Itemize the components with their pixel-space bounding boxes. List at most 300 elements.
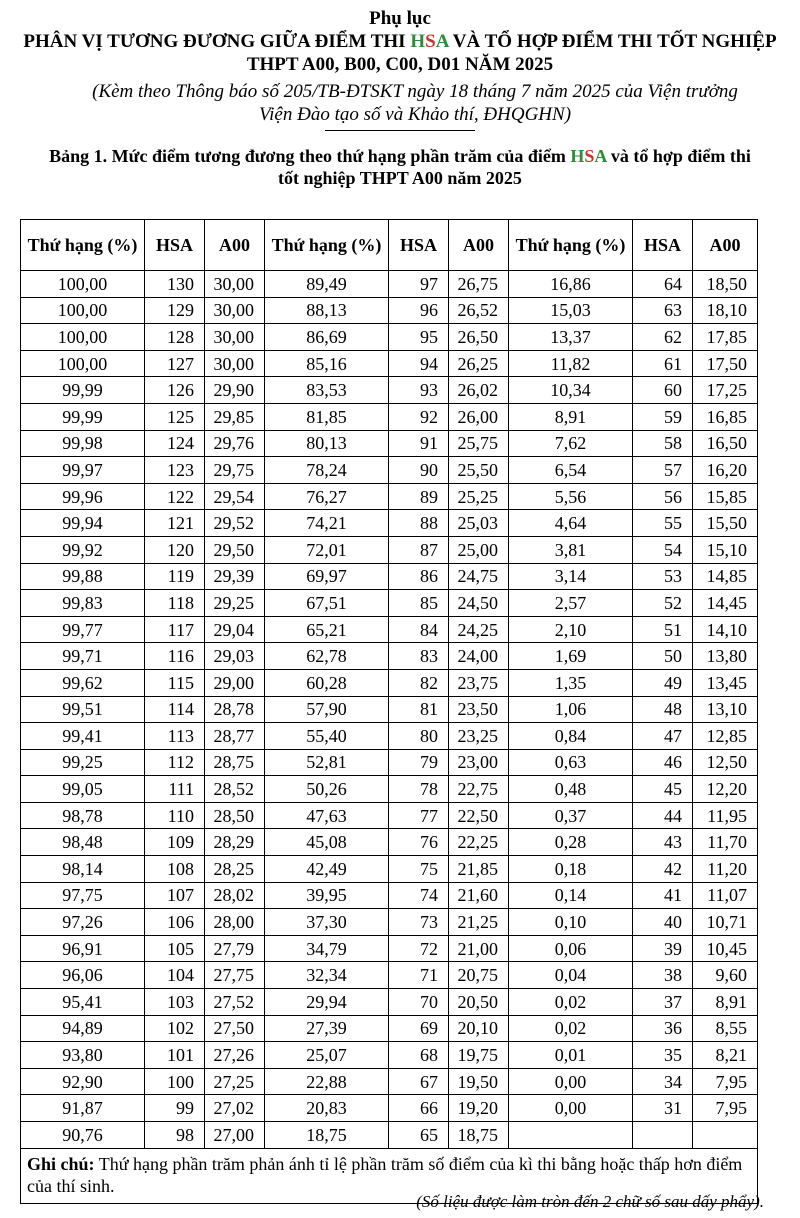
cell-a00: 11,70 bbox=[693, 829, 758, 856]
cell-a00: 20,50 bbox=[449, 989, 509, 1016]
cell-hsa: 78 bbox=[389, 776, 449, 803]
table-title bbox=[40, 145, 760, 189]
cell-hsa: 99 bbox=[145, 1095, 205, 1122]
table-row bbox=[21, 430, 758, 457]
cell-hsa: 113 bbox=[145, 723, 205, 750]
cell-a00: 25,25 bbox=[449, 483, 509, 510]
cell-a00: 13,10 bbox=[693, 696, 758, 723]
cell-hsa: 123 bbox=[145, 457, 205, 484]
cell-hsa: 62 bbox=[633, 324, 693, 351]
cell-rank: 0,06 bbox=[509, 935, 633, 962]
cell-rank: 45,08 bbox=[265, 829, 389, 856]
cell-hsa: 112 bbox=[145, 749, 205, 776]
cell-a00: 16,20 bbox=[693, 457, 758, 484]
cell-rank: 20,83 bbox=[265, 1095, 389, 1122]
cell-hsa: 84 bbox=[389, 616, 449, 643]
cell-a00: 18,75 bbox=[449, 1122, 509, 1149]
cell-rank: 3,81 bbox=[509, 536, 633, 563]
cell-rank: 80,13 bbox=[265, 430, 389, 457]
cell-a00: 11,20 bbox=[693, 856, 758, 883]
cell-a00: 25,75 bbox=[449, 430, 509, 457]
cell-a00: 23,75 bbox=[449, 669, 509, 696]
cell-hsa: 37 bbox=[633, 989, 693, 1016]
cell-a00: 24,00 bbox=[449, 643, 509, 670]
cell-rank: 18,75 bbox=[265, 1122, 389, 1149]
cell-a00: 25,50 bbox=[449, 457, 509, 484]
cell-hsa: 75 bbox=[389, 856, 449, 883]
cell-rank: 8,91 bbox=[509, 403, 633, 430]
col-header-a00: A00 bbox=[449, 220, 509, 271]
cell-a00: 30,00 bbox=[205, 271, 265, 298]
cell-a00: 29,54 bbox=[205, 483, 265, 510]
cell-hsa: 48 bbox=[633, 696, 693, 723]
cell-hsa: 81 bbox=[389, 696, 449, 723]
cell-a00: 7,95 bbox=[693, 1068, 758, 1095]
cell-hsa: 49 bbox=[633, 669, 693, 696]
cell-rank: 60,28 bbox=[265, 669, 389, 696]
cell-rank: 97,75 bbox=[21, 882, 145, 909]
cell-hsa: 31 bbox=[633, 1095, 693, 1122]
cell-a00: 29,04 bbox=[205, 616, 265, 643]
cell-a00: 28,25 bbox=[205, 856, 265, 883]
cell-a00: 11,07 bbox=[693, 882, 758, 909]
title-hsa-h: H bbox=[410, 31, 426, 52]
cell-rank: 100,00 bbox=[21, 297, 145, 324]
cell-hsa: 105 bbox=[145, 935, 205, 962]
table-row bbox=[21, 616, 758, 643]
cell-hsa: 46 bbox=[633, 749, 693, 776]
table-row bbox=[21, 271, 758, 298]
cell-hsa: 90 bbox=[389, 457, 449, 484]
cell-rank: 0,02 bbox=[509, 1015, 633, 1042]
cell-rank bbox=[509, 1122, 633, 1149]
cell-hsa: 65 bbox=[389, 1122, 449, 1149]
cell-rank: 99,96 bbox=[21, 483, 145, 510]
cell-a00: 13,80 bbox=[693, 643, 758, 670]
table-row bbox=[21, 696, 758, 723]
cell-hsa: 108 bbox=[145, 856, 205, 883]
cell-rank: 93,80 bbox=[21, 1042, 145, 1069]
cell-hsa: 115 bbox=[145, 669, 205, 696]
cell-hsa: 53 bbox=[633, 563, 693, 590]
cell-a00: 26,52 bbox=[449, 297, 509, 324]
table-row bbox=[21, 989, 758, 1016]
cell-a00: 25,00 bbox=[449, 536, 509, 563]
table-row bbox=[21, 1015, 758, 1042]
table-row bbox=[21, 909, 758, 936]
cell-hsa: 71 bbox=[389, 962, 449, 989]
cell-a00: 21,60 bbox=[449, 882, 509, 909]
cell-a00: 26,00 bbox=[449, 403, 509, 430]
cell-rank: 0,00 bbox=[509, 1095, 633, 1122]
cell-rank: 99,05 bbox=[21, 776, 145, 803]
table-row bbox=[21, 1042, 758, 1069]
cell-hsa: 103 bbox=[145, 989, 205, 1016]
cell-hsa: 63 bbox=[633, 297, 693, 324]
cell-rank: 13,37 bbox=[509, 324, 633, 351]
cell-hsa: 77 bbox=[389, 802, 449, 829]
cell-hsa: 109 bbox=[145, 829, 205, 856]
table-row bbox=[21, 510, 758, 537]
cell-a00: 26,50 bbox=[449, 324, 509, 351]
cell-hsa: 126 bbox=[145, 377, 205, 404]
cell-a00: 29,90 bbox=[205, 377, 265, 404]
cell-rank: 96,06 bbox=[21, 962, 145, 989]
cell-a00: 27,26 bbox=[205, 1042, 265, 1069]
cell-a00: 25,03 bbox=[449, 510, 509, 537]
cell-rank: 1,35 bbox=[509, 669, 633, 696]
col-header-a00: A00 bbox=[205, 220, 265, 271]
table-row bbox=[21, 324, 758, 351]
cell-rank: 99,25 bbox=[21, 749, 145, 776]
cell-hsa: 87 bbox=[389, 536, 449, 563]
cell-a00: 19,50 bbox=[449, 1068, 509, 1095]
cell-a00: 27,50 bbox=[205, 1015, 265, 1042]
cell-hsa: 98 bbox=[145, 1122, 205, 1149]
cell-a00: 28,78 bbox=[205, 696, 265, 723]
cell-rank: 25,07 bbox=[265, 1042, 389, 1069]
cell-rank: 69,97 bbox=[265, 563, 389, 590]
cell-a00: 11,95 bbox=[693, 802, 758, 829]
cell-hsa: 54 bbox=[633, 536, 693, 563]
cell-a00: 28,02 bbox=[205, 882, 265, 909]
cell-rank: 10,34 bbox=[509, 377, 633, 404]
cell-rank: 52,81 bbox=[265, 749, 389, 776]
cell-a00: 12,20 bbox=[693, 776, 758, 803]
cell-a00: 22,25 bbox=[449, 829, 509, 856]
cell-hsa: 34 bbox=[633, 1068, 693, 1095]
cell-hsa: 73 bbox=[389, 909, 449, 936]
cell-a00: 18,10 bbox=[693, 297, 758, 324]
cell-rank: 81,85 bbox=[265, 403, 389, 430]
divider-line bbox=[325, 130, 475, 131]
cell-hsa: 122 bbox=[145, 483, 205, 510]
cell-rank: 99,88 bbox=[21, 563, 145, 590]
table-title-hsa-a: A bbox=[594, 146, 607, 166]
table-header-row bbox=[21, 220, 758, 271]
table-row bbox=[21, 350, 758, 377]
cell-a00: 26,75 bbox=[449, 271, 509, 298]
cell-a00: 23,25 bbox=[449, 723, 509, 750]
cell-a00: 8,55 bbox=[693, 1015, 758, 1042]
cell-a00: 26,02 bbox=[449, 377, 509, 404]
cell-rank: 85,16 bbox=[265, 350, 389, 377]
cell-a00: 29,00 bbox=[205, 669, 265, 696]
cell-hsa: 91 bbox=[389, 430, 449, 457]
cell-hsa: 100 bbox=[145, 1068, 205, 1095]
cell-a00: 23,50 bbox=[449, 696, 509, 723]
cell-rank: 86,69 bbox=[265, 324, 389, 351]
cell-a00: 21,85 bbox=[449, 856, 509, 883]
cell-rank: 72,01 bbox=[265, 536, 389, 563]
cell-a00: 29,25 bbox=[205, 590, 265, 617]
title-hsa-s: S bbox=[425, 31, 436, 52]
cell-hsa: 47 bbox=[633, 723, 693, 750]
title-hsa-a: A bbox=[435, 31, 449, 52]
cell-rank: 89,49 bbox=[265, 271, 389, 298]
cell-hsa: 50 bbox=[633, 643, 693, 670]
cell-a00: 19,75 bbox=[449, 1042, 509, 1069]
cell-hsa: 82 bbox=[389, 669, 449, 696]
table-row bbox=[21, 563, 758, 590]
cell-hsa: 102 bbox=[145, 1015, 205, 1042]
table-row bbox=[21, 829, 758, 856]
cell-hsa: 56 bbox=[633, 483, 693, 510]
cell-rank: 98,48 bbox=[21, 829, 145, 856]
table-row bbox=[21, 962, 758, 989]
cell-rank: 99,99 bbox=[21, 377, 145, 404]
cell-a00: 17,85 bbox=[693, 324, 758, 351]
table-row bbox=[21, 1122, 758, 1149]
cell-rank: 2,57 bbox=[509, 590, 633, 617]
cell-hsa: 58 bbox=[633, 430, 693, 457]
cell-hsa: 42 bbox=[633, 856, 693, 883]
title-part2: VÀ TỔ HỢP ĐIỂM THI TỐT NGHIỆP THPT A00, B00, C00, D01 NĂM 2025 bbox=[246, 31, 777, 75]
cell-rank: 0,01 bbox=[509, 1042, 633, 1069]
cell-hsa: 88 bbox=[389, 510, 449, 537]
cell-hsa: 35 bbox=[633, 1042, 693, 1069]
cell-hsa: 36 bbox=[633, 1015, 693, 1042]
cell-a00: 23,00 bbox=[449, 749, 509, 776]
cell-a00: 8,91 bbox=[693, 989, 758, 1016]
cell-hsa: 72 bbox=[389, 935, 449, 962]
cell-rank: 65,21 bbox=[265, 616, 389, 643]
cell-rank: 3,14 bbox=[509, 563, 633, 590]
title-part1: PHÂN VỊ TƯƠNG ĐƯƠNG GIỮA ĐIỂM THI bbox=[23, 31, 411, 52]
cell-rank: 0,18 bbox=[509, 856, 633, 883]
cell-hsa: 106 bbox=[145, 909, 205, 936]
cell-rank: 57,90 bbox=[265, 696, 389, 723]
cell-rank: 99,41 bbox=[21, 723, 145, 750]
cell-a00: 15,10 bbox=[693, 536, 758, 563]
table-row bbox=[21, 723, 758, 750]
table-title-part1: Bảng 1. Mức điểm tương đương theo thứ hạng phần trăm của điểm bbox=[49, 146, 571, 166]
cell-a00: 28,75 bbox=[205, 749, 265, 776]
cell-rank: 0,02 bbox=[509, 989, 633, 1016]
cell-a00: 17,25 bbox=[693, 377, 758, 404]
cell-hsa: 67 bbox=[389, 1068, 449, 1095]
table-row bbox=[21, 1095, 758, 1122]
col-header-hsa: HSA bbox=[389, 220, 449, 271]
cell-rank: 100,00 bbox=[21, 324, 145, 351]
cell-rank: 55,40 bbox=[265, 723, 389, 750]
cell-hsa: 104 bbox=[145, 962, 205, 989]
cell-a00: 21,00 bbox=[449, 935, 509, 962]
cell-hsa: 97 bbox=[389, 271, 449, 298]
cell-rank: 99,97 bbox=[21, 457, 145, 484]
table-row bbox=[21, 590, 758, 617]
cell-hsa: 38 bbox=[633, 962, 693, 989]
cell-a00: 30,00 bbox=[205, 350, 265, 377]
table-row bbox=[21, 802, 758, 829]
cell-hsa: 76 bbox=[389, 829, 449, 856]
cell-rank: 99,62 bbox=[21, 669, 145, 696]
cell-rank: 99,99 bbox=[21, 403, 145, 430]
cell-hsa: 44 bbox=[633, 802, 693, 829]
cell-hsa: 127 bbox=[145, 350, 205, 377]
cell-rank: 88,13 bbox=[265, 297, 389, 324]
document-title bbox=[20, 30, 780, 76]
cell-rank: 0,84 bbox=[509, 723, 633, 750]
cell-hsa: 55 bbox=[633, 510, 693, 537]
cell-hsa: 92 bbox=[389, 403, 449, 430]
cell-rank: 78,24 bbox=[265, 457, 389, 484]
cell-rank: 27,39 bbox=[265, 1015, 389, 1042]
cell-rank: 42,49 bbox=[265, 856, 389, 883]
cell-a00: 28,29 bbox=[205, 829, 265, 856]
cell-hsa: 57 bbox=[633, 457, 693, 484]
cell-hsa: 130 bbox=[145, 271, 205, 298]
cell-rank: 94,89 bbox=[21, 1015, 145, 1042]
cell-a00: 29,76 bbox=[205, 430, 265, 457]
cell-a00: 21,25 bbox=[449, 909, 509, 936]
cell-hsa: 121 bbox=[145, 510, 205, 537]
cell-a00: 10,45 bbox=[693, 935, 758, 962]
table-row bbox=[21, 297, 758, 324]
cell-a00: 26,25 bbox=[449, 350, 509, 377]
cell-a00: 12,50 bbox=[693, 749, 758, 776]
cell-a00: 12,85 bbox=[693, 723, 758, 750]
cell-rank: 99,51 bbox=[21, 696, 145, 723]
cell-rank: 6,54 bbox=[509, 457, 633, 484]
cell-hsa: 110 bbox=[145, 802, 205, 829]
cell-rank: 50,26 bbox=[265, 776, 389, 803]
cell-a00: 27,02 bbox=[205, 1095, 265, 1122]
cell-rank: 98,78 bbox=[21, 802, 145, 829]
cell-a00: 29,75 bbox=[205, 457, 265, 484]
cell-rank: 37,30 bbox=[265, 909, 389, 936]
cell-hsa: 79 bbox=[389, 749, 449, 776]
table-row bbox=[21, 457, 758, 484]
cell-hsa: 96 bbox=[389, 297, 449, 324]
cell-hsa: 111 bbox=[145, 776, 205, 803]
table-row bbox=[21, 403, 758, 430]
table-row bbox=[21, 882, 758, 909]
note-label: Ghi chú: bbox=[27, 1153, 95, 1174]
cell-hsa: 68 bbox=[389, 1042, 449, 1069]
cell-rank: 83,53 bbox=[265, 377, 389, 404]
table-row bbox=[21, 856, 758, 883]
cell-rank: 62,78 bbox=[265, 643, 389, 670]
cell-hsa: 118 bbox=[145, 590, 205, 617]
cell-a00: 28,77 bbox=[205, 723, 265, 750]
cell-hsa: 128 bbox=[145, 324, 205, 351]
cell-rank: 100,00 bbox=[21, 350, 145, 377]
cell-rank: 7,62 bbox=[509, 430, 633, 457]
cell-rank: 0,00 bbox=[509, 1068, 633, 1095]
cell-a00: 28,52 bbox=[205, 776, 265, 803]
document-subtitle: (Kèm theo Thông báo số 205/TB-ĐTSKT ngày 18 tháng 7 năm 2025 của Viện trưởng Viện Đào tạo số và Khảo thí, ĐHQGHN) bbox=[92, 81, 738, 125]
cell-rank: 98,14 bbox=[21, 856, 145, 883]
cell-hsa: 93 bbox=[389, 377, 449, 404]
cell-rank: 95,41 bbox=[21, 989, 145, 1016]
cell-a00: 22,50 bbox=[449, 802, 509, 829]
cell-rank: 97,26 bbox=[21, 909, 145, 936]
cell-hsa: 80 bbox=[389, 723, 449, 750]
cell-rank: 0,14 bbox=[509, 882, 633, 909]
cell-rank: 0,48 bbox=[509, 776, 633, 803]
table-row bbox=[21, 1068, 758, 1095]
cell-rank: 39,95 bbox=[265, 882, 389, 909]
table-row bbox=[21, 669, 758, 696]
col-header-a00: A00 bbox=[693, 220, 758, 271]
note-text: Thứ hạng phần trăm phản ánh tỉ lệ phần trăm số điểm của kì thi bằng hoặc thấp hơn điểm của thí sinh. bbox=[27, 1153, 743, 1196]
cell-a00: 20,75 bbox=[449, 962, 509, 989]
cell-a00: 19,20 bbox=[449, 1095, 509, 1122]
cell-hsa: 61 bbox=[633, 350, 693, 377]
cell-hsa: 83 bbox=[389, 643, 449, 670]
cell-a00: 14,45 bbox=[693, 590, 758, 617]
cell-rank: 92,90 bbox=[21, 1068, 145, 1095]
cell-a00: 24,50 bbox=[449, 590, 509, 617]
cell-rank: 0,28 bbox=[509, 829, 633, 856]
cell-hsa: 89 bbox=[389, 483, 449, 510]
cell-hsa: 70 bbox=[389, 989, 449, 1016]
cell-rank: 1,69 bbox=[509, 643, 633, 670]
table-row bbox=[21, 776, 758, 803]
cell-hsa: 114 bbox=[145, 696, 205, 723]
col-header-rank: Thứ hạng (%) bbox=[21, 220, 145, 271]
cell-a00: 8,21 bbox=[693, 1042, 758, 1069]
cell-rank: 11,82 bbox=[509, 350, 633, 377]
cell-rank: 76,27 bbox=[265, 483, 389, 510]
cell-a00: 27,75 bbox=[205, 962, 265, 989]
cell-a00: 27,25 bbox=[205, 1068, 265, 1095]
cell-a00: 24,75 bbox=[449, 563, 509, 590]
cell-a00: 16,50 bbox=[693, 430, 758, 457]
cell-a00: 27,79 bbox=[205, 935, 265, 962]
cell-hsa: 41 bbox=[633, 882, 693, 909]
cell-rank: 47,63 bbox=[265, 802, 389, 829]
cell-rank: 0,37 bbox=[509, 802, 633, 829]
cell-hsa: 86 bbox=[389, 563, 449, 590]
score-table bbox=[20, 219, 758, 1204]
cell-hsa: 45 bbox=[633, 776, 693, 803]
cell-hsa: 85 bbox=[389, 590, 449, 617]
cell-a00: 29,03 bbox=[205, 643, 265, 670]
cell-hsa: 40 bbox=[633, 909, 693, 936]
cell-a00: 14,10 bbox=[693, 616, 758, 643]
cell-a00: 29,50 bbox=[205, 536, 265, 563]
table-row bbox=[21, 749, 758, 776]
cell-hsa: 43 bbox=[633, 829, 693, 856]
cell-a00: 9,60 bbox=[693, 962, 758, 989]
cell-a00: 18,50 bbox=[693, 271, 758, 298]
cell-rank: 0,04 bbox=[509, 962, 633, 989]
cell-rank: 4,64 bbox=[509, 510, 633, 537]
cell-a00: 16,85 bbox=[693, 403, 758, 430]
table-title-hsa-h: H bbox=[570, 146, 585, 166]
cell-a00: 13,45 bbox=[693, 669, 758, 696]
cell-rank: 2,10 bbox=[509, 616, 633, 643]
cell-rank: 32,34 bbox=[265, 962, 389, 989]
cell-hsa: 94 bbox=[389, 350, 449, 377]
cell-hsa: 117 bbox=[145, 616, 205, 643]
cell-hsa: 119 bbox=[145, 563, 205, 590]
cell-rank: 16,86 bbox=[509, 271, 633, 298]
cell-rank: 5,56 bbox=[509, 483, 633, 510]
cell-hsa: 125 bbox=[145, 403, 205, 430]
cell-rank: 99,98 bbox=[21, 430, 145, 457]
cell-rank: 34,79 bbox=[265, 935, 389, 962]
cell-rank: 0,10 bbox=[509, 909, 633, 936]
rounding-footnote: (Số liệu được làm tròn đến 2 chữ số sau dấy phẩy). bbox=[416, 1192, 764, 1211]
cell-hsa: 107 bbox=[145, 882, 205, 909]
cell-hsa: 39 bbox=[633, 935, 693, 962]
table-title-part2: và tổ hợp điểm thi tốt nghiệp THPT A00 năm 2025 bbox=[278, 146, 751, 188]
cell-a00: 30,00 bbox=[205, 297, 265, 324]
cell-a00: 22,75 bbox=[449, 776, 509, 803]
